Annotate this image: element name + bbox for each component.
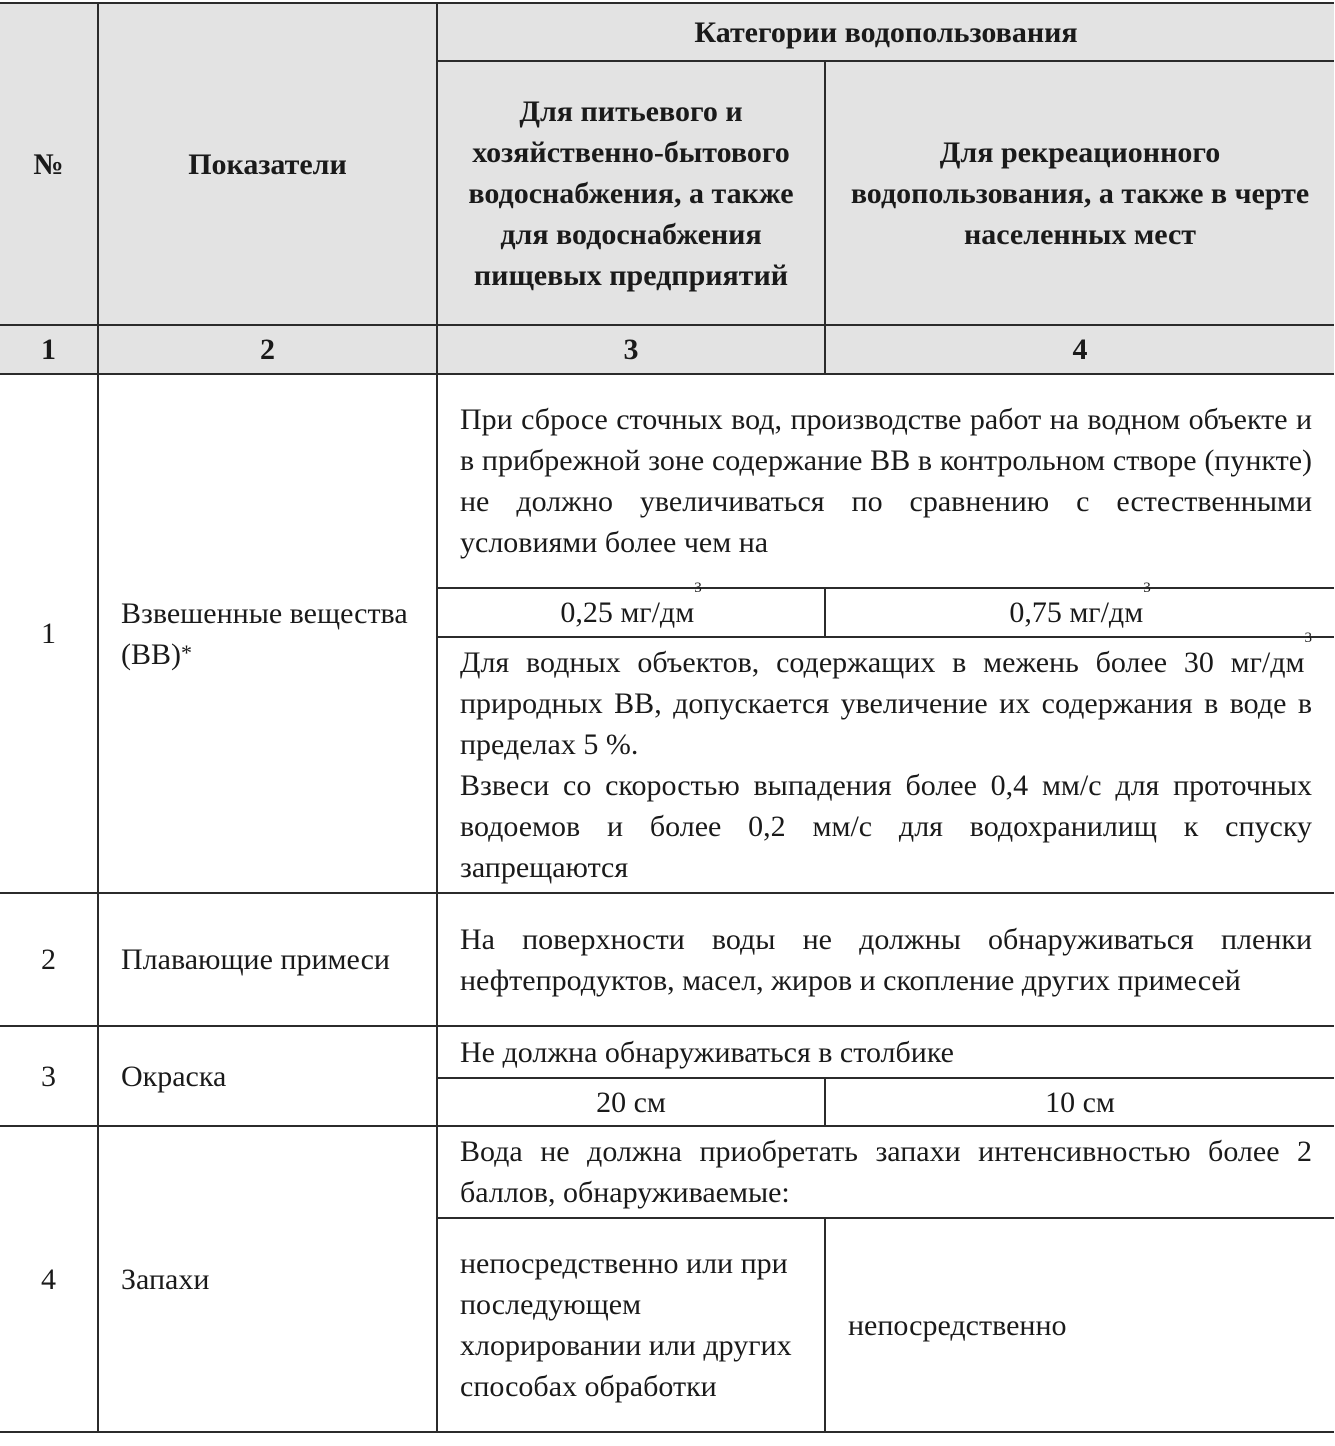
requirement-paragraph: Взвеси со скоростью выпадения более 0,4 мм/с для проточных водоемов и более 0,2 мм/с для водохранилищ к спуску запрещаются [460,769,1313,884]
header-categories-title: Категории водопользования [437,3,1334,61]
footnote-mark: * [181,639,192,665]
row-number: 4 [0,1126,98,1432]
drinking-value [437,580,825,637]
requirement-text: Не должна обнаруживаться в столбике [437,1026,1334,1078]
column-number-3: 3 [437,325,825,374]
indicator-name: Запахи [98,1126,437,1432]
requirement-text-part: природных ВВ, допускается увеличение их содержания в воде в пределах 5 %. [460,687,1313,761]
requirement-text-part: Для водных объектов, содержащих в межень более 30 мг/дм [460,646,1305,679]
recreation-value: 10 см [825,1078,1334,1126]
drinking-value: 20 см [437,1078,825,1126]
requirement-text: При сбросе сточных вод, производстве работ на водном объекте и в прибрежной зоне содержание ВВ в контрольном створе (пункте) не должно увеличиваться по сравнению с естественными условиями более чем на [437,374,1334,588]
indicator-name: Плавающие примеси [98,893,437,1026]
table-row [0,1026,1334,1078]
column-number-1: 1 [0,325,98,374]
indicator-name [98,374,437,893]
row-number: 1 [0,374,98,893]
indicator-name-text: Взвешенные вещества (ВВ) [121,596,408,671]
header-row-top [0,3,1334,61]
recreation-value: непосредственно [825,1218,1334,1432]
indicator-name: Окраска [98,1026,437,1126]
water-quality-table [0,2,1334,1433]
header-indicators: Показатели [98,3,437,325]
table-row [0,1126,1334,1218]
requirement-text: На поверхности воды не должны обнаруживаться пленки нефтепродуктов, масел, жиров и скопление других примесей [437,893,1334,1026]
unit-superscript: 3 [1304,630,1313,646]
column-number-2: 2 [98,325,437,374]
header-category-drinking: Для питьевого и хозяйственно-бытового водоснабжения, а также для водоснабжения пищевых предприятий [437,61,825,325]
row-number: 3 [0,1026,98,1126]
header-category-recreation: Для рекреационного водопользования, а также в черте населенных мест [825,61,1334,325]
drinking-value: непосредственно или при последующем хлорировании или других способах обработки [437,1218,825,1432]
requirement-paragraph [460,630,1313,765]
table-row [0,374,1334,588]
header-row-numbers [0,325,1334,374]
drinking-value-superscript: 3 [694,580,702,596]
column-number-4: 4 [825,325,1334,374]
drinking-value-text: 0,25 мг/дм [560,596,695,629]
recreation-value-superscript: 3 [1143,580,1151,596]
requirement-text [437,630,1334,893]
requirement-text: Вода не должна приобретать запахи интенсивностью более 2 баллов, обнаруживаемые: [437,1126,1334,1218]
header-number: № [0,3,98,325]
row-number: 2 [0,893,98,1026]
table-row [0,893,1334,1026]
recreation-value-text: 0,75 мг/дм [1009,596,1144,629]
recreation-value [825,580,1334,637]
